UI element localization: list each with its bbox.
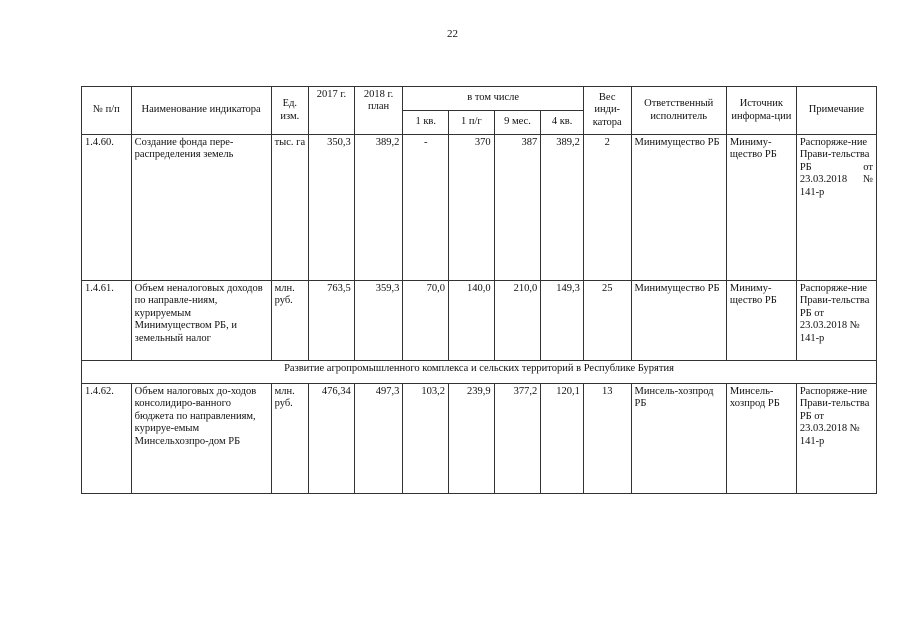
page-number: 22 [447,28,458,40]
header-source: Источник информа-ции [726,87,796,135]
row-q4: 389,2 [541,135,584,281]
row-unit: млн. руб. [271,281,309,361]
table-row [82,135,877,281]
row-2017: 476,34 [309,384,355,494]
header-9m: 9 мес. [494,111,541,135]
indicators-table [81,86,877,494]
row-executor: Минимущество РБ [631,135,726,281]
header-2017: 2017 г. [309,87,355,135]
row-q1: - [403,135,449,281]
row-2018: 359,3 [354,281,403,361]
row-unit: млн. руб. [271,384,309,494]
row-q4: 149,3 [541,281,584,361]
row-indicator-name: Объем налоговых до-ходов консолидиро-ванного бюджета по направлениям, курируе-емым Минсельхозпро-дом РБ [131,384,271,494]
row-num: 1.4.60. [82,135,132,281]
row-indicator-name: Объем неналоговых доходов по направле-ниям, курируемым Минимуществом РБ, и земельный налог [131,281,271,361]
row-note: Распоряже-ние Прави-тельства РБ от 23.03.2018 № 141-р [796,281,876,361]
section-title: Развитие агропромышленного комплекса и сельских территорий в Республике Бурятия [82,361,877,384]
header-name: Наименование индикатора [131,87,271,135]
header-num: № п/п [82,87,132,135]
row-source: Миниму-щество РБ [726,135,796,281]
section-row [82,361,877,384]
row-source: Миниму-щество РБ [726,281,796,361]
row-source: Минсель-хозпрод РБ [726,384,796,494]
row-2017: 350,3 [309,135,355,281]
row-note: Распоряже-ние Прави-тельства РБ от 23.03.2018 № 141-р [796,384,876,494]
row-executor: Минимущество РБ [631,281,726,361]
row-q1: 103,2 [403,384,449,494]
row-note: Распоряже-ние Прави-тельства РБ от 23.03.2018 № 141-р [796,135,876,281]
row-indicator-name: Создание фонда пере-распределения земель [131,135,271,281]
row-2018: 389,2 [354,135,403,281]
header-including: в том числе [403,87,583,111]
table-row [82,281,877,361]
row-2017: 763,5 [309,281,355,361]
row-q4: 120,1 [541,384,584,494]
row-2018: 497,3 [354,384,403,494]
header-h1: 1 п/г [449,111,495,135]
table-row [82,384,877,494]
row-weight: 13 [583,384,631,494]
header-note: Примечание [796,87,876,135]
row-9m: 210,0 [494,281,541,361]
row-num: 1.4.62. [82,384,132,494]
row-unit: тыс. га [271,135,309,281]
row-h1: 239,9 [449,384,495,494]
header-q1: 1 кв. [403,111,449,135]
header-unit: Ед. изм. [271,87,309,135]
header-executor: Ответственный исполнитель [631,87,726,135]
table-header [82,87,877,135]
header-weight: Вес инди-катора [583,87,631,135]
row-num: 1.4.61. [82,281,132,361]
row-q1: 70,0 [403,281,449,361]
row-9m: 387 [494,135,541,281]
row-h1: 370 [449,135,495,281]
row-weight: 2 [583,135,631,281]
row-weight: 25 [583,281,631,361]
header-q4: 4 кв. [541,111,584,135]
row-9m: 377,2 [494,384,541,494]
row-executor: Минсель-хозпрод РБ [631,384,726,494]
header-2018-plan: 2018 г. план [354,87,403,135]
row-h1: 140,0 [449,281,495,361]
